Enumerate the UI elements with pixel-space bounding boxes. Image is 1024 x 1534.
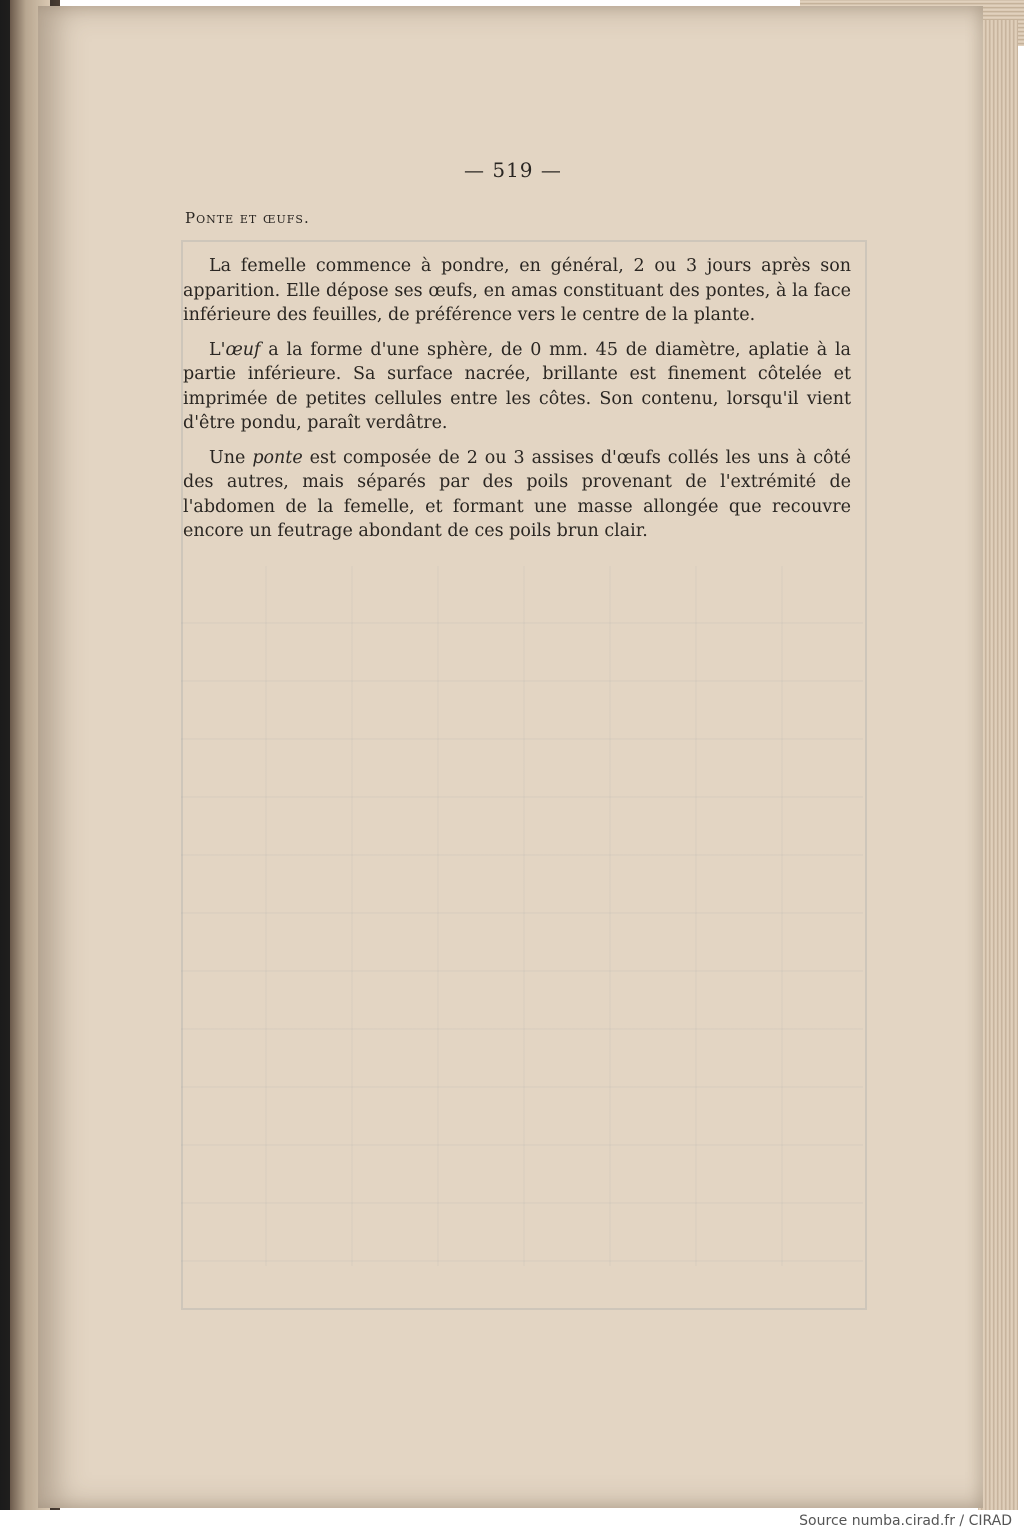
page-number: — 519 — (464, 158, 562, 182)
paragraph-egg (183, 338, 851, 436)
page-edges-right (978, 20, 1018, 1510)
paragraph-egg-text: a la forme d'une sphère, de 0 mm. 45 de diamètre, aplatie à la partie inférieure. Sa surface nacrée, brillante est finement côtelée et imprimée de petites cellules entre les côtes. Son contenu, lorsqu'il vient d'être pondu, paraît verdâtre. (183, 339, 851, 433)
source-credit: Source numba.cirad.fr / CIRAD (799, 1513, 1012, 1529)
term-ponte: ponte (252, 447, 303, 468)
paragraph-laying: La femelle commence à pondre, en général, 2 ou 3 jours après son apparition. Elle dépose ses œufs, en amas constituant des pontes, à la face inférieure des feuilles, de préférence vers le centre de la plante. (183, 256, 851, 325)
paragraph-ponte-prefix: Une (209, 447, 253, 468)
body-text (183, 254, 851, 554)
book-page (38, 6, 983, 1508)
paragraph-ponte-text: est composée de 2 ou 3 assises d'œufs collés les uns à côté des autres, mais séparés par des poils provenant de l'extrémité de l'abdomen de la femelle, et formant une masse allongée que recouvre encore un feutrage abondant de ces poils brun clair. (183, 447, 851, 541)
paragraph-ponte (183, 446, 851, 544)
section-heading: Ponte et œufs. (185, 209, 310, 227)
paragraph-egg-prefix: L' (209, 339, 226, 360)
show-through-table-lines (181, 566, 863, 1266)
term-egg: œuf (225, 339, 261, 360)
